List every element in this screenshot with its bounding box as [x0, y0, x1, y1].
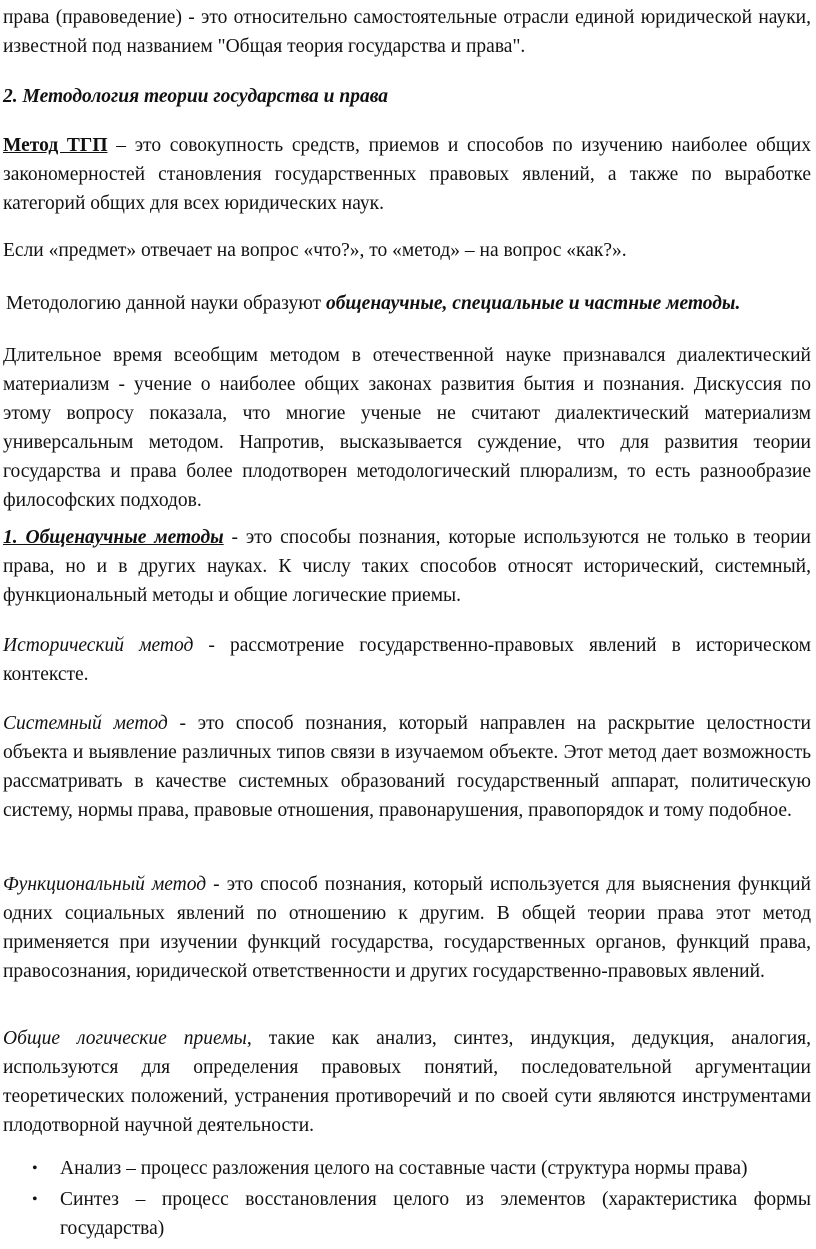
techniques-bullet-list [0, 1154, 816, 1245]
general-methods-paragraph [3, 523, 811, 610]
methodology-prefix: Методологию данной науки образуют [6, 293, 326, 314]
method-term: Метод ТГП [3, 135, 108, 156]
general-methods-text: - это способы познания, которые используются не только в теории права, но и в других науках. К числу таких способов относят исторический, системный, функциональный методы и общие логические приемы. [3, 527, 811, 606]
method-definition-text: – это совокупность средств, приемов и способов по изучению наиболее общих закономерностей становления государственных правовых явлений, а также по выработке категорий общих для всех юридических наук. [3, 135, 811, 214]
logical-techniques-term: Общие логические приемы [3, 1028, 247, 1049]
historical-method-text: - рассмотрение государственно-правовых явлений в историческом контексте. [3, 635, 811, 685]
logical-techniques-text: , такие как анализ, синтез, индукция, дедукция, аналогия, используются для определения правовых понятий, последовательной аргументации теоретических положений, устранения противоречий и по своей сути являются инструментами плодотворной научной деятельности. [3, 1028, 811, 1136]
list-item-text: Анализ – процесс разложения целого на составные части (структура нормы права) [60, 1158, 748, 1179]
general-methods-term: 1. Общенаучные методы [3, 527, 224, 548]
list-item-text: Синтез – процесс восстановления целого из элементов (характеристика формы государства) [60, 1189, 811, 1239]
functional-method-term: Функциональный метод [3, 874, 207, 895]
logical-techniques-paragraph [3, 1024, 811, 1140]
functional-method-paragraph [3, 870, 811, 986]
systemic-method-paragraph [3, 709, 811, 825]
bullet-icon: • [32, 1160, 38, 1177]
methodology-paragraph [6, 289, 811, 318]
historical-method-paragraph [3, 631, 811, 689]
systemic-method-text: - это способ познания, который направлен на раскрытие целостности объекта и выявление различных типов связи в изучаемом объекте. Этот метод дает возможность рассматривать в качестве системных образований государственный аппарат, политическую систему, нормы права, правовые отношения, правонарушения, правопорядок и тому подобное. [3, 713, 811, 821]
systemic-method-term: Системный метод [3, 713, 168, 734]
intro-paragraph: права (правоведение) - это относительно самостоятельные отрасли единой юридической науки, известной под названием "Общая теория государства и права". [3, 7, 811, 57]
method-definition-paragraph [3, 131, 811, 218]
historical-method-term: Исторический метод [3, 635, 194, 656]
bullet-icon: • [32, 1191, 38, 1208]
list-item [0, 1154, 816, 1183]
subject-vs-method-paragraph: Если «предмет» отвечает на вопрос «что?», то «метод» – на вопрос «как?». [3, 240, 627, 261]
methodology-emphasis: общенаучные, специальные и частные методы. [325, 293, 741, 314]
functional-method-text: - это способ познания, который используется для выяснения функций одних социальных явлений по отношению к другим. В общей теории права этот метод применяется при изучении функций государства, государственных органов, функций права, правосознания, юридической ответственности и других государственно-правовых явлений. [3, 874, 811, 982]
dialectics-paragraph: Длительное время всеобщим методом в отечественной науке признавался диалектический материализм - учение о наиболее общих законах развития бытия и познания. Дискуссия по этому вопросу показала, что многие ученые не считают диалектический материализм универсальным методом. Напротив, высказывается суждение, что для развития теории государства и права более плодотворен методологический плюрализм, то есть разнообразие философских подходов. [3, 345, 811, 511]
section-heading: 2. Методология теории государства и права [3, 86, 389, 107]
list-item [0, 1185, 816, 1243]
